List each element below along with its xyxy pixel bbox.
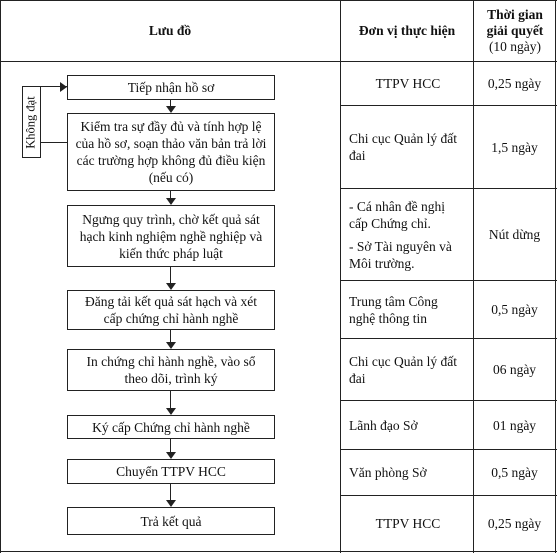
- flow-arrow-head: [166, 342, 176, 349]
- table-border-right: [555, 0, 556, 553]
- header-time-line2: giải quyết: [486, 23, 544, 38]
- unit-step-3b: - Sở Tài nguyên và Môi trường.: [349, 238, 452, 271]
- header-time-line1: Thời gian: [487, 7, 543, 22]
- flow-arrow-head: [166, 106, 176, 113]
- flow-arrow: [170, 267, 171, 283]
- unit-step-1: TTPV HCC: [375, 76, 441, 91]
- loop-label-text: Không đạt: [24, 95, 38, 149]
- flow-step-3: Ngưng quy trình, chờ kết quả sát hạch kinh nghiệm nghề nghiệp và kiến thức pháp luật: [67, 205, 275, 267]
- unit-step-5: Chi cục Quản lý đất đai: [349, 353, 457, 386]
- flow-step-1: Tiếp nhận hồ sơ: [67, 75, 275, 100]
- unit-step-3: [341, 189, 473, 280]
- loop-label-not-passed: [22, 86, 41, 158]
- unit-step-3a: - Cá nhân đề nghị cấp Chứng chỉ.: [349, 198, 445, 231]
- flow-step-7: Chuyển TTPV HCC: [67, 459, 275, 484]
- flow-step-8: Trả kết quả: [67, 507, 275, 535]
- header-time-line3: (10 ngày): [488, 39, 542, 54]
- time-step-2: 1,5 ngày: [491, 139, 538, 155]
- flow-arrow: [170, 484, 171, 500]
- unit-step-8: TTPV HCC: [375, 516, 441, 531]
- unit-step-2: Chi cục Quản lý đất đai: [349, 131, 457, 163]
- time-step-7: 0,5 ngày: [491, 465, 538, 480]
- time-step-4: 0,5 ngày: [491, 302, 538, 317]
- time-step-6: 01 ngày: [492, 417, 537, 433]
- flow-arrow-head: [166, 408, 176, 415]
- flow-arrow-head: [166, 452, 176, 459]
- time-step-8: 0,25 ngày: [487, 516, 542, 531]
- flow-arrow: [170, 330, 171, 342]
- flow-arrow-head: [166, 198, 176, 205]
- table-border-left: [0, 0, 1, 553]
- flow-arrow: [170, 391, 171, 408]
- flow-step-6: Ký cấp Chứng chỉ hành nghề: [67, 415, 275, 439]
- unit-step-4: Trung tâm Công nghệ thông tin: [349, 293, 438, 326]
- loop-line-bottom: [41, 142, 67, 143]
- time-step-5: 06 ngày: [492, 362, 537, 377]
- time-step-1: 0,25 ngày: [487, 76, 542, 91]
- header-flowchart: Lưu đồ: [148, 23, 192, 38]
- flow-step-5: In chứng chỉ hành nghề, vào sổ theo dõi, trình ký: [67, 349, 275, 391]
- unit-step-7: Văn phòng Sở: [349, 465, 427, 480]
- flow-arrow-head: [166, 500, 176, 507]
- flow-arrow-head: [166, 283, 176, 290]
- flow-arrow: [170, 439, 171, 452]
- header-time: [474, 2, 556, 60]
- time-step-3: Nút dừng: [488, 227, 541, 242]
- loop-arrow-head: [60, 82, 67, 92]
- flow-step-4: Đăng tải kết quả sát hạch và xét cấp chứng chỉ hành nghề: [67, 290, 275, 330]
- flow-step-2: Kiểm tra sự đầy đủ và tính hợp lệ của hồ sơ, soạn thảo văn bản trả lời các trường hợp không đủ điều kiện (nếu có): [67, 113, 275, 191]
- unit-step-6: Lãnh đạo Sở: [349, 417, 418, 433]
- header-unit: Đơn vị thực hiện: [358, 23, 456, 38]
